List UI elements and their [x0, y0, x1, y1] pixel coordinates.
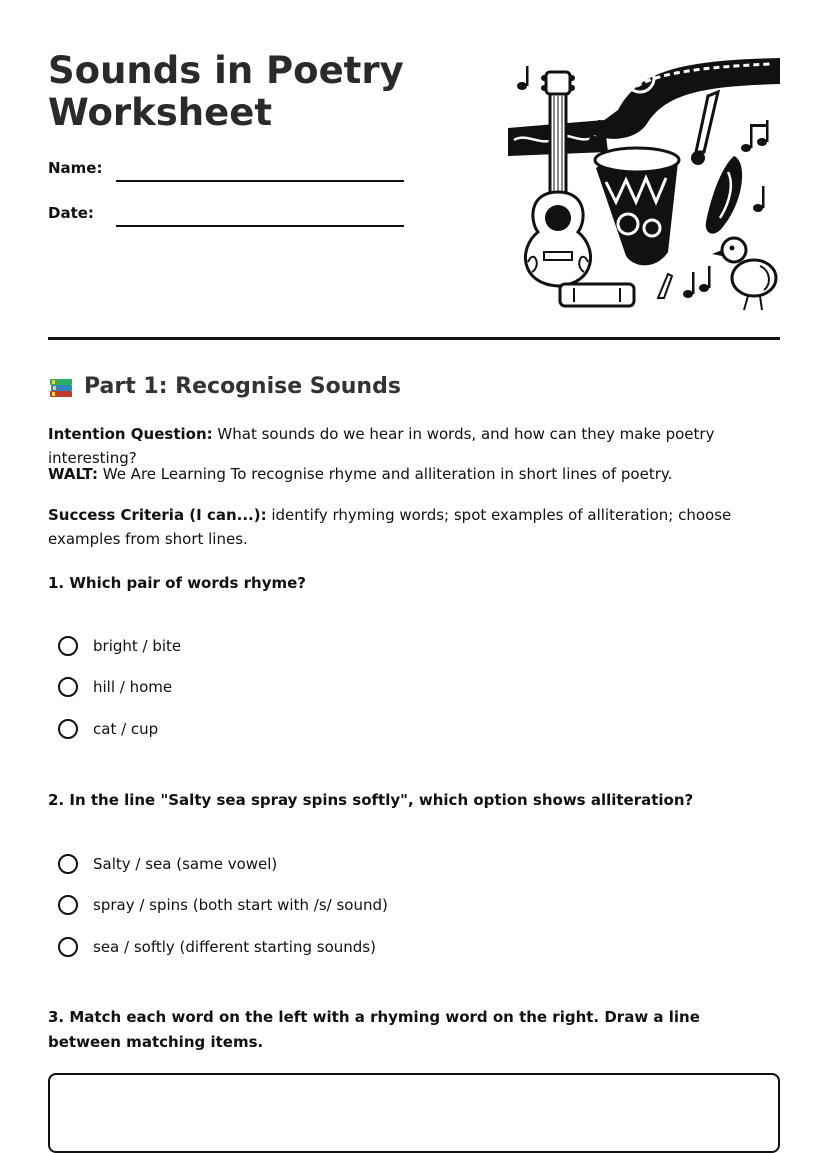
intention-text: What sounds do we hear in words, and how can they make poetry interesting?	[48, 425, 715, 467]
question-1-prompt: 1. Which pair of words rhyme?	[48, 574, 306, 592]
music-instruments-illustration	[508, 52, 780, 314]
date-label: Date:	[48, 204, 94, 222]
q2-option-3[interactable]	[58, 937, 376, 957]
radio-button[interactable]	[58, 895, 78, 915]
part1-heading-text: Part 1: Recognise Sounds	[84, 374, 401, 399]
radio-button[interactable]	[58, 854, 78, 874]
name-field[interactable]	[116, 180, 404, 182]
intention-label: Intention Question:	[48, 425, 213, 443]
date-field[interactable]	[116, 225, 404, 227]
option-label: Salty / sea (same vowel)	[93, 855, 278, 873]
drum-icon	[595, 148, 679, 265]
option-label: sea / softly (different starting sounds)	[93, 938, 376, 956]
radio-button[interactable]	[58, 677, 78, 697]
walt-label: WALT:	[48, 465, 98, 483]
question-2-prompt: 2. In the line "Salty sea spray spins softly", which option shows alliteration?	[48, 791, 694, 809]
ukulele-icon	[525, 72, 590, 286]
success-text: identify rhyming words; spot examples of alliteration; choose examples from short lines.	[48, 506, 732, 548]
books-icon	[48, 375, 74, 399]
radio-button[interactable]	[58, 937, 78, 957]
bird-icon	[712, 238, 776, 310]
name-label: Name:	[48, 159, 103, 177]
q1-option-3[interactable]	[58, 719, 158, 739]
q2-option-1[interactable]	[58, 854, 277, 874]
shaker-icon	[691, 92, 742, 234]
success-label: Success Criteria (I can...):	[48, 506, 267, 524]
option-label: spray / spins (both start with /s/ sound)	[93, 896, 388, 914]
matching-box[interactable]	[48, 1073, 780, 1153]
q1-option-2[interactable]	[58, 677, 172, 697]
question-3-prompt: 3. Match each word on the left with a rhyming word on the right. Draw a line between matching items.	[48, 1008, 700, 1051]
part1-heading	[48, 374, 401, 399]
worksheet-title: Sounds in Poetry Worksheet	[48, 49, 404, 134]
q2-option-2[interactable]	[58, 895, 388, 915]
option-label: bright / bite	[93, 637, 182, 655]
option-label: cat / cup	[93, 720, 159, 738]
section-divider	[48, 337, 780, 340]
walt-text: We Are Learning To recognise rhyme and alliteration in short lines of poetry.	[97, 465, 673, 483]
harmonica-icon	[560, 284, 634, 306]
radio-button[interactable]	[58, 636, 78, 656]
radio-button[interactable]	[58, 719, 78, 739]
success-criteria	[48, 503, 768, 551]
walt-statement	[48, 462, 768, 486]
q1-option-1[interactable]	[58, 636, 181, 656]
option-label: hill / home	[93, 678, 173, 696]
